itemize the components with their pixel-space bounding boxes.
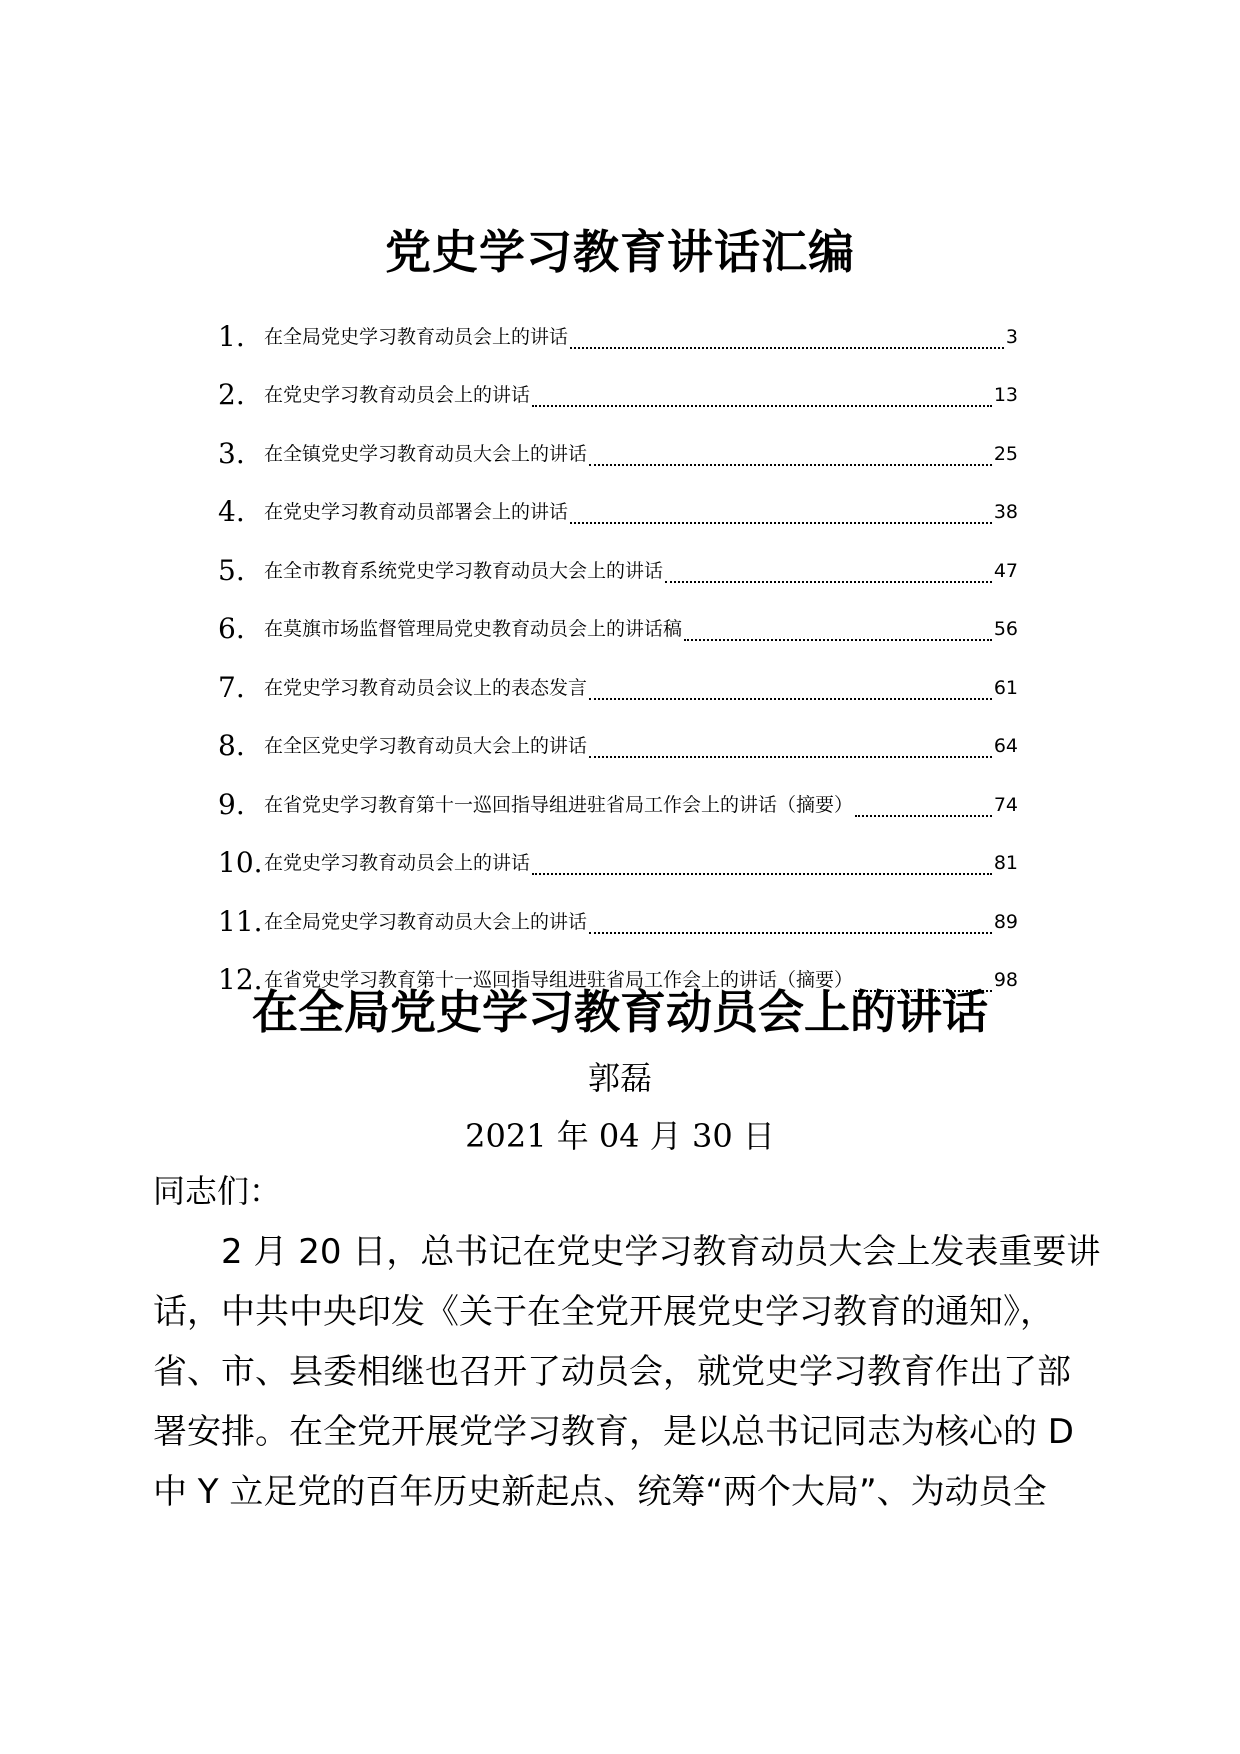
table-of-contents — [218, 296, 1018, 998]
toc-dot-leader — [665, 557, 992, 583]
toc-dot-leader — [589, 674, 992, 700]
toc-dot-leader — [532, 381, 992, 407]
toc-title: 在全市教育系统党史学习教育动员大会上的讲话 — [264, 559, 664, 582]
toc-number: 10. — [218, 846, 263, 879]
toc-entry-6[interactable] — [218, 589, 1018, 648]
toc-page-number: 47 — [993, 559, 1018, 582]
toc-title: 在省党史学习教育第十一巡回指导组进驻省局工作会上的讲话（摘要） — [264, 793, 854, 816]
toc-number: 2. — [218, 378, 245, 411]
toc-dot-leader — [589, 732, 992, 758]
toc-number: 6. — [218, 612, 245, 645]
toc-page-number: 74 — [993, 793, 1018, 816]
toc-dot-leader — [532, 849, 992, 875]
toc-number: 12. — [218, 963, 263, 996]
body-line: 2 月 20 日，总书记在党史学习教育动员大会上发表重要讲 — [221, 1232, 1101, 1272]
toc-entry-7[interactable] — [218, 647, 1018, 706]
toc-entry-2[interactable] — [218, 355, 1018, 414]
speech-author: 郭磊 — [587, 1059, 652, 1097]
body-line: 中 Y 立足党的百年历史新起点、统筹“两个大局”、为动员全 — [153, 1472, 1047, 1512]
body-line: 话，中共中央印发《关于在全党开展党史学习教育的通知》， — [153, 1292, 1054, 1332]
toc-entry-9[interactable] — [218, 764, 1018, 823]
toc-dot-leader — [570, 498, 992, 524]
toc-title: 在莫旗市场监督管理局党史教育动员会上的讲话稿 — [264, 618, 683, 640]
toc-title: 在党史学习教育动员会上的讲话 — [264, 384, 531, 406]
toc-page-number: 89 — [993, 910, 1018, 933]
toc-number: 1. — [218, 319, 245, 353]
toc-title: 在党史学习教育动员会议上的表态发言 — [264, 676, 588, 699]
toc-page-number: 25 — [993, 442, 1018, 465]
toc-dot-leader — [684, 615, 992, 641]
toc-number: 9. — [218, 787, 245, 821]
toc-number: 5. — [218, 553, 245, 587]
document-title: 党史学习教育讲话汇编 — [385, 225, 855, 279]
toc-title: 在全局党史学习教育动员大会上的讲话 — [264, 910, 588, 933]
body-line: 署安排。在全党开展党学习教育，是以总书记同志为核心的 D — [153, 1412, 1074, 1452]
toc-entry-11[interactable] — [218, 881, 1018, 940]
toc-title: 在党史学习教育动员部署会上的讲话 — [264, 501, 569, 523]
toc-page-number: 61 — [993, 676, 1018, 699]
toc-number: 8. — [218, 729, 245, 762]
toc-dot-leader — [589, 440, 992, 466]
speech-title: 在全局党史学习教育动员会上的讲话 — [252, 985, 988, 1039]
toc-entry-10[interactable] — [218, 823, 1018, 882]
toc-page-number: 81 — [993, 852, 1018, 874]
toc-dot-leader — [589, 908, 992, 934]
body-line: 省、市、县委相继也召开了动员会，就党史学习教育作出了部 — [153, 1352, 1071, 1392]
speech-salutation: 同志们： — [153, 1172, 282, 1210]
toc-title: 在全局党史学习教育动员会上的讲话 — [264, 325, 569, 348]
speech-date: 2021 年 04 月 30 日 — [465, 1117, 775, 1155]
speech-body — [153, 1222, 1113, 1522]
toc-entry-1[interactable] — [218, 296, 1018, 355]
toc-entry-3[interactable] — [218, 413, 1018, 472]
toc-page-number: 56 — [993, 618, 1018, 640]
toc-page-number: 64 — [993, 735, 1018, 757]
toc-title: 在党史学习教育动员会上的讲话 — [264, 852, 531, 874]
toc-number: 4. — [218, 495, 245, 528]
toc-dot-leader — [570, 323, 1004, 349]
toc-page-number: 38 — [993, 501, 1018, 523]
toc-entry-4[interactable] — [218, 472, 1018, 531]
toc-page-number: 3 — [1005, 325, 1018, 348]
toc-number: 3. — [218, 436, 245, 470]
toc-entry-8[interactable] — [218, 706, 1018, 765]
toc-title: 在省党史学习教育第十一巡回指导组进驻省局工作会上的讲话（摘要） — [264, 969, 854, 991]
toc-number: 11. — [218, 904, 263, 938]
toc-page-number: 98 — [993, 969, 1018, 991]
toc-entry-5[interactable] — [218, 530, 1018, 589]
toc-title: 在全镇党史学习教育动员大会上的讲话 — [264, 442, 588, 465]
toc-number: 7. — [218, 670, 245, 704]
toc-title: 在全区党史学习教育动员大会上的讲话 — [264, 735, 588, 757]
toc-page-number: 13 — [993, 384, 1018, 406]
toc-dot-leader — [855, 791, 992, 817]
